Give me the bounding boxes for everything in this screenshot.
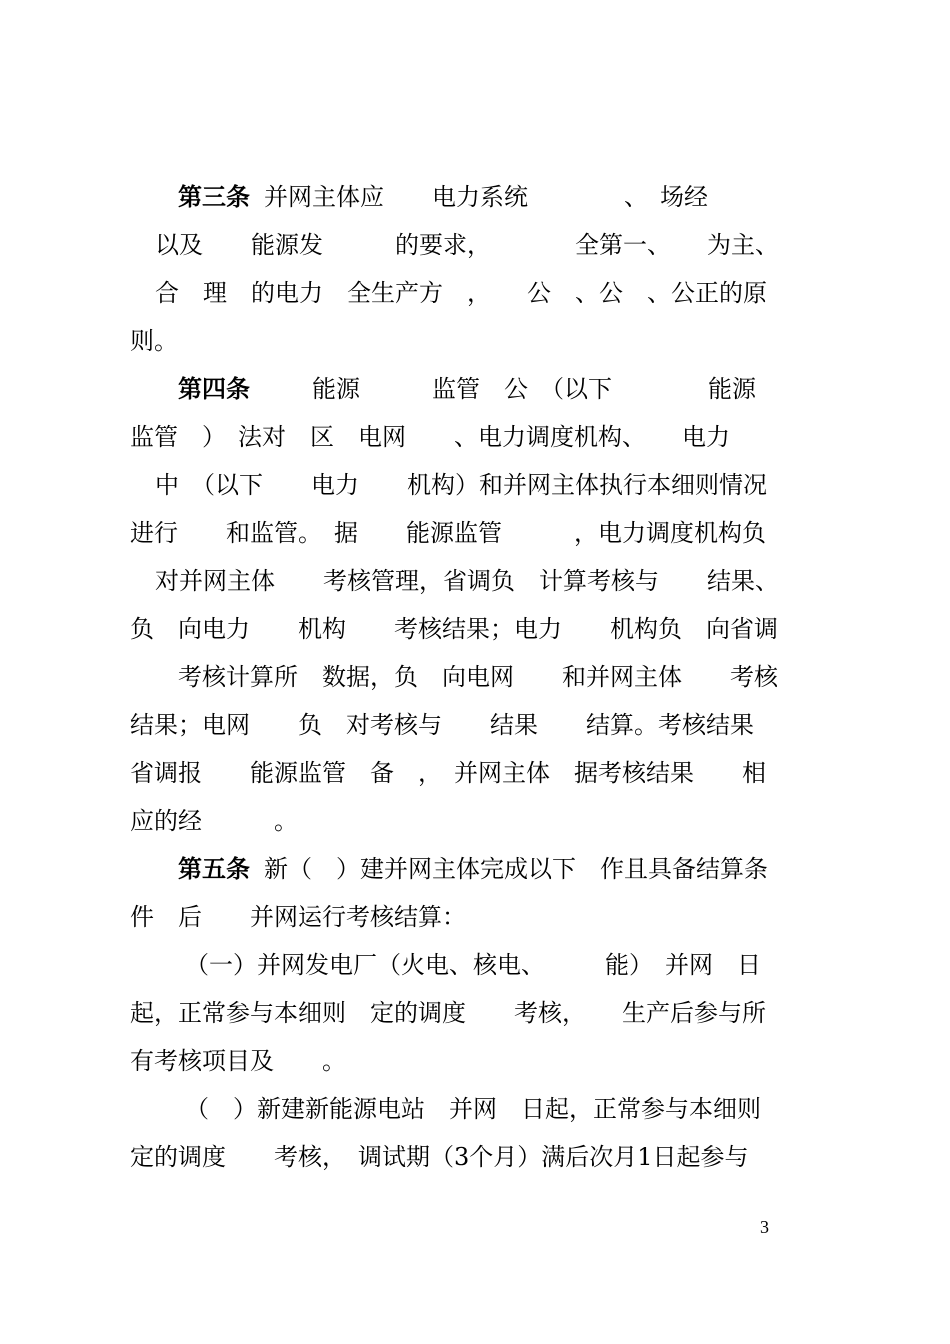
article-4-line-10: 应的经 。 — [130, 807, 298, 835]
article-5-item-2-line-2: 定的调度 考核， 调试期（3个月）满后次月1日起参与 — [130, 1143, 749, 1171]
article-3-text-1: 并网主体应 电力系统 、 场经 — [264, 183, 708, 211]
article-5-text-1: 新（ ）建并网主体完成以下 作且具备结算条 — [264, 855, 768, 883]
article-4-heading: 第四条 — [178, 375, 250, 403]
article-4-line-8: 结果；电网 负 对考核与 结果 结算。考核结果 — [130, 711, 754, 739]
page-number: 3 — [760, 1217, 769, 1237]
article-3-line-4: 则。 — [130, 327, 178, 355]
article-3-line-1 — [178, 182, 708, 212]
article-5-item-2-line-1: （ ）新建新能源电站 并网 日起，正常参与本细则 — [185, 1095, 761, 1123]
article-3-line-3: 合 理 的电力 全生产方 ， 公 、公 、公正的原 — [155, 279, 767, 307]
article-5-item-1-line-2: 起，正常参与本细则 定的调度 考核， 生产后参与所 — [130, 999, 766, 1027]
article-4-line-2: 监管 ） 法对 区 电网 、电力调度机构、 电力 — [130, 423, 730, 451]
article-4-line-5: 对并网主体 考核管理，省调负 计算考核与 结果、 — [155, 567, 779, 595]
article-5-line-2: 件 后 并网运行考核结算： — [130, 903, 466, 931]
article-4-line-9: 省调报 能源监管 备 ， 并网主体 据考核结果 相 — [130, 759, 766, 787]
article-5-item-1-line-3: 有考核项目及 。 — [130, 1047, 346, 1075]
article-4-line-6: 负 向电力 机构 考核结果；电力 机构负 向省调 — [130, 615, 778, 643]
article-4-text-1: 能源 监管 公 （以下 能源 — [264, 375, 756, 403]
article-4-line-1 — [178, 374, 756, 404]
article-3-heading: 第三条 — [178, 183, 250, 211]
article-4-line-3: 中 （以下 电力 机构）和并网主体执行本细则情况 — [155, 471, 767, 499]
article-5-item-1-line-1: （一）并网发电厂（火电、核电、 能） 并网 日 — [185, 951, 761, 979]
article-4-line-7: 考核计算所 数据，负 向电网 和并网主体 考核 — [178, 663, 778, 691]
article-5-heading: 第五条 — [178, 855, 250, 883]
article-4-line-4: 进行 和监管。 据 能源监管 ，电力调度机构负 — [130, 519, 766, 547]
article-3-line-2: 以及 能源发 的要求， 全第一、 为主、 — [155, 231, 779, 259]
article-5-line-1 — [178, 854, 768, 884]
